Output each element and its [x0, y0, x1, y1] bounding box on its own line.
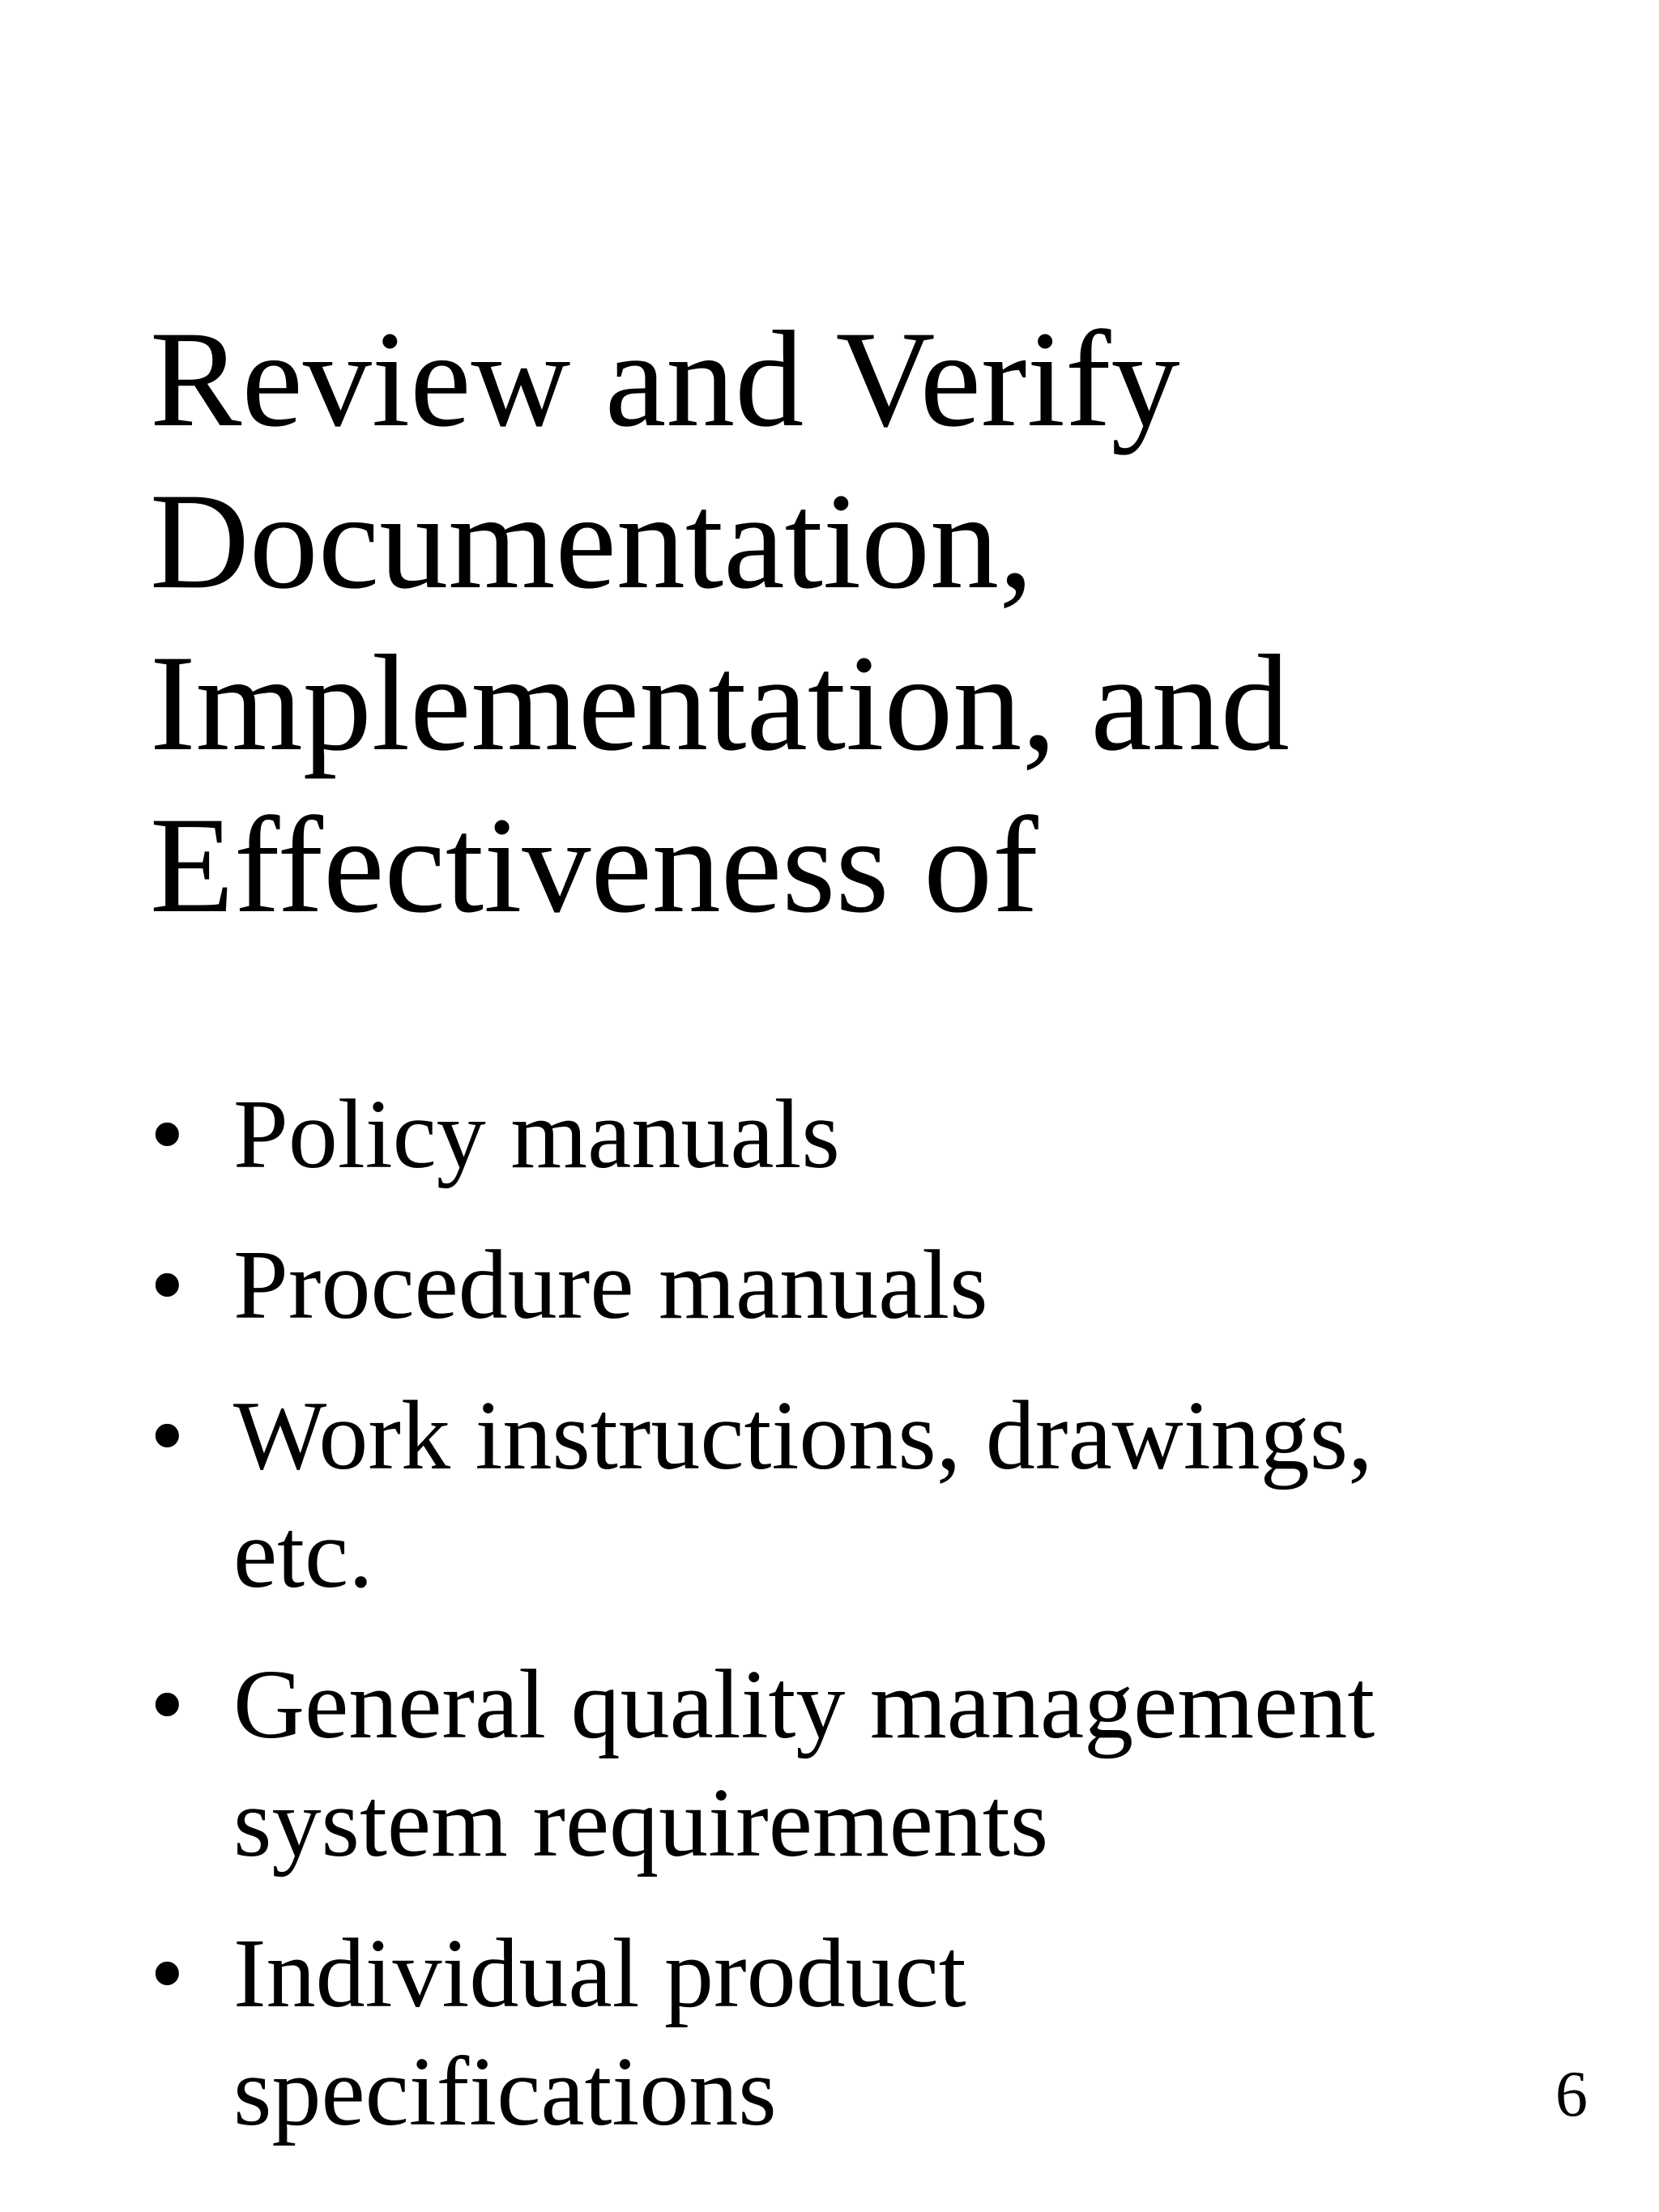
bullet-text: Procedure manuals	[233, 1230, 988, 1340]
bullet-icon: •	[150, 1919, 185, 2028]
slide-title	[150, 298, 1567, 946]
bullet-item-policy-manuals	[150, 1076, 1527, 1194]
bullet-list	[150, 1076, 1527, 2184]
bullet-text: system requirements	[233, 1768, 1049, 1877]
bullet-text: General quality management	[233, 1650, 1375, 1759]
bullet-item-product-specifications	[150, 1915, 1527, 2151]
bullet-icon: •	[150, 1381, 185, 1490]
bullet-item-procedure-manuals	[150, 1226, 1527, 1345]
page-number: 6	[1555, 2059, 1588, 2130]
bullet-text: specifications	[233, 2037, 777, 2146]
bullet-text: etc.	[233, 1499, 373, 1609]
bullet-text: Work instructions, drawings,	[233, 1381, 1373, 1490]
bullet-item-general-qms-requirements	[150, 1646, 1527, 1882]
bullet-icon: •	[150, 1230, 185, 1340]
title-line: Effectiveness of	[150, 789, 1038, 941]
title-line: Review and Verify	[150, 303, 1180, 455]
title-line: Documentation,	[150, 465, 1034, 617]
bullet-item-work-instructions	[150, 1377, 1527, 1613]
title-line: Implementation, and	[150, 627, 1290, 779]
bullet-text: Policy manuals	[233, 1080, 840, 1189]
bullet-icon: •	[150, 1080, 185, 1189]
bullet-text: Individual product	[233, 1919, 966, 2028]
bullet-icon: •	[150, 1650, 185, 1759]
